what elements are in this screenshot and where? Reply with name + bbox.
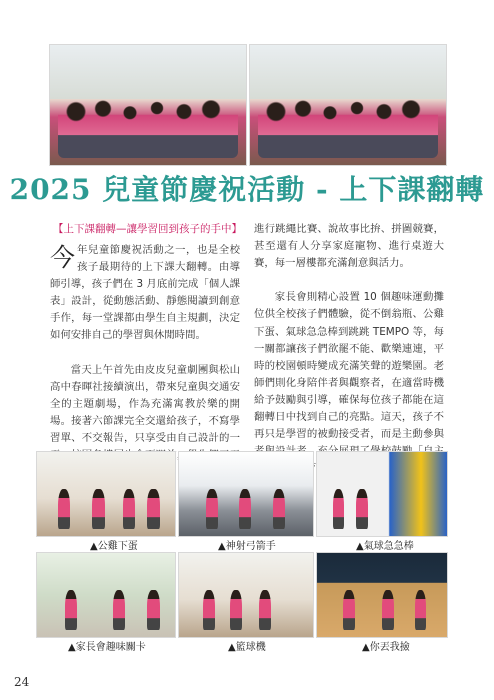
caption-balloon-stick: ▲氣球急急棒 xyxy=(356,541,414,552)
photo-balloon-stick xyxy=(316,451,448,537)
drop-cap: 今 xyxy=(50,243,76,272)
photo-basketball xyxy=(178,552,314,638)
paragraph-1-text: 年兒童節慶祝活動之一，也是全校孩子最期待的上下課大翻轉。由導師引導，孩子們在 3 月底前完成「個人課表」設計，從動態活動、靜態閱讀到創意手作，每一堂課都由學生自主規劃，決定如何安排自己的學習與休閒時間。 xyxy=(50,244,240,342)
text-column-left xyxy=(50,242,240,447)
photo-throw-catch xyxy=(316,552,448,638)
page-number: 24 xyxy=(14,675,30,689)
caption-basketball: ▲籃球機 xyxy=(228,642,266,653)
paragraph-2: 當天上午首先由皮皮兒童劇團與松山高中春暉社接續演出，帶來兒童與交通安全的主題劇場，作為充滿寓教於樂的開場。接著六節課完全交還給孩子，不寫學習單、不交報告，只享受由自己設計的一 xyxy=(50,363,240,445)
photo-archer xyxy=(178,451,314,537)
paragraph-1 xyxy=(50,242,240,345)
article-subtitle: 【上下課翻轉—讓學習回到孩子的手中】 xyxy=(53,223,242,235)
text-column-right xyxy=(254,221,444,441)
paragraph-3: 家長會則精心設置 10 個趣味運動攤位供全校孩子們體驗，從不倒翁瓶、公雞下蛋、氣球急急棒到跳跳 TEMPO 等，每一關都讓孩子們欲罷不能、歡樂連連，平時的校園頓時變成充滿笑聲的遊樂園。老師們則化身陪伴者與觀察者，在適當時機給予鼓勵與引導，確保每位孩子都能在這翻轉日中找到自己的亮點。這天，孩子不再只是學習的被動接受者，而是主動參與 xyxy=(254,291,444,441)
group-photo-right xyxy=(249,44,447,166)
group-photo-left xyxy=(49,44,247,166)
caption-throw-catch: ▲你丟我撿 xyxy=(362,642,410,653)
photo-parent-booth xyxy=(36,552,176,638)
caption-rooster-egg: ▲公雞下蛋 xyxy=(90,541,138,552)
caption-archer: ▲神射弓箭手 xyxy=(218,541,276,552)
article-title: 2025 兒童節慶祝活動 - 上下課翻轉 xyxy=(9,173,485,206)
photo-rooster-egg xyxy=(36,451,176,537)
caption-parent-booth: ▲家長會趣味關卡 xyxy=(68,642,146,653)
paragraph-2-continued: 進行跳繩比賽、說故事比拚、拼圖競賽，甚至還有人分享家庭寵物、進行桌遊大賽，每一層樓都充滿創意與活力。 xyxy=(254,223,444,270)
